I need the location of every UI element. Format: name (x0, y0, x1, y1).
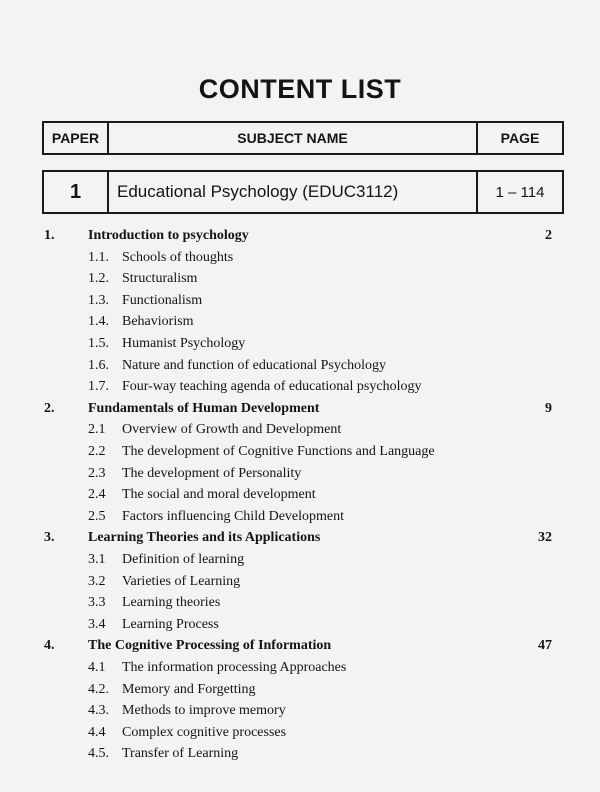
chapter-number: 2. (44, 400, 55, 416)
chapter-page: 9 (545, 400, 552, 416)
section-row (0, 484, 600, 505)
paper-pages: 1 – 114 (477, 171, 563, 213)
section-title: Transfer of Learning (122, 746, 239, 762)
section-row (0, 355, 600, 376)
page-title: CONTENT LIST (198, 74, 402, 104)
section-title: The social and moral development (122, 487, 316, 503)
section-title: The information processing Approaches (122, 660, 347, 675)
chapter-row (0, 225, 600, 246)
section-number: 2.4 (88, 487, 106, 503)
section-row (0, 247, 600, 268)
section-title: Memory and Forgetting (122, 681, 256, 697)
section-title: Structuralism (122, 271, 198, 287)
section-number: 4.1 (88, 660, 106, 675)
section-row (0, 571, 600, 592)
section-row (0, 333, 600, 354)
section-row (0, 592, 600, 613)
section-number: 4.4 (88, 724, 106, 740)
section-number: 1.1. (88, 249, 109, 265)
section-row (0, 463, 600, 484)
section-title: Four-way teaching agenda of educational psychology (122, 379, 422, 395)
section-row (0, 268, 600, 289)
section-row (0, 614, 600, 635)
section-title: Factors influencing Child Development (122, 508, 345, 524)
chapter-title: Fundamentals of Human Development (88, 400, 320, 416)
section-number: 1.5. (88, 336, 109, 351)
chapter-page: 2 (545, 228, 552, 243)
header-table (42, 121, 564, 155)
section-row (0, 679, 600, 700)
section-row (0, 419, 600, 440)
chapter-number: 4. (44, 638, 55, 654)
chapter-row (0, 635, 600, 656)
section-number: 4.5. (88, 746, 109, 762)
section-number: 2.2 (88, 444, 106, 459)
section-number: 1.6. (88, 357, 109, 373)
header-page: PAGE (477, 122, 563, 154)
section-number: 3.1 (88, 552, 106, 567)
section-number: 1.2. (88, 271, 109, 287)
section-number: 4.2. (88, 681, 109, 697)
section-title: Complex cognitive processes (122, 724, 287, 740)
section-row (0, 549, 600, 570)
section-number: 3.3 (88, 595, 106, 611)
section-row (0, 441, 600, 462)
section-number: 4.3. (88, 703, 109, 719)
section-number: 2.5 (88, 508, 106, 524)
header-paper: PAPER (43, 122, 108, 154)
section-title: Overview of Growth and Development (122, 422, 342, 438)
header-subject: SUBJECT NAME (108, 122, 477, 154)
chapter-page: 32 (538, 530, 552, 546)
section-row (0, 290, 600, 311)
chapter-number: 3. (44, 530, 55, 546)
paper-table (42, 170, 564, 214)
section-row (0, 311, 600, 332)
chapter-page: 47 (538, 638, 552, 654)
section-row (0, 376, 600, 397)
chapter-number: 1. (44, 228, 55, 243)
chapter-title: The Cognitive Processing of Information (88, 638, 332, 654)
section-row (0, 700, 600, 721)
chapter-title: Introduction to psychology (88, 228, 249, 243)
chapter-row (0, 398, 600, 419)
section-number: 3.4 (88, 616, 106, 632)
section-row (0, 743, 600, 764)
section-title: Behaviorism (122, 314, 194, 330)
section-title: Learning Process (122, 616, 219, 632)
section-row (0, 506, 600, 527)
section-title: Nature and function of educational Psychology (122, 357, 386, 373)
section-number: 1.7. (88, 379, 109, 395)
section-number: 1.3. (88, 292, 109, 308)
section-title: Functionalism (122, 292, 203, 308)
section-title: Learning theories (122, 595, 221, 611)
section-title: The development of Cognitive Functions and Language (122, 444, 435, 459)
section-title: Methods to improve memory (122, 703, 286, 719)
paper-number: 1 (43, 171, 108, 213)
section-number: 2.3 (88, 465, 106, 481)
section-number: 1.4. (88, 314, 109, 330)
section-title: Schools of thoughts (122, 249, 234, 265)
section-row (0, 657, 600, 678)
section-row (0, 722, 600, 743)
chapter-row (0, 527, 600, 548)
section-title: Humanist Psychology (122, 336, 246, 351)
section-title: Definition of learning (122, 552, 245, 567)
section-title: The development of Personality (122, 465, 302, 481)
section-number: 3.2 (88, 573, 106, 589)
section-title: Varieties of Learning (122, 573, 241, 589)
section-number: 2.1 (88, 422, 106, 438)
paper-subject: Educational Psychology (EDUC3112) (108, 171, 477, 213)
chapter-title: Learning Theories and its Applications (88, 530, 321, 546)
